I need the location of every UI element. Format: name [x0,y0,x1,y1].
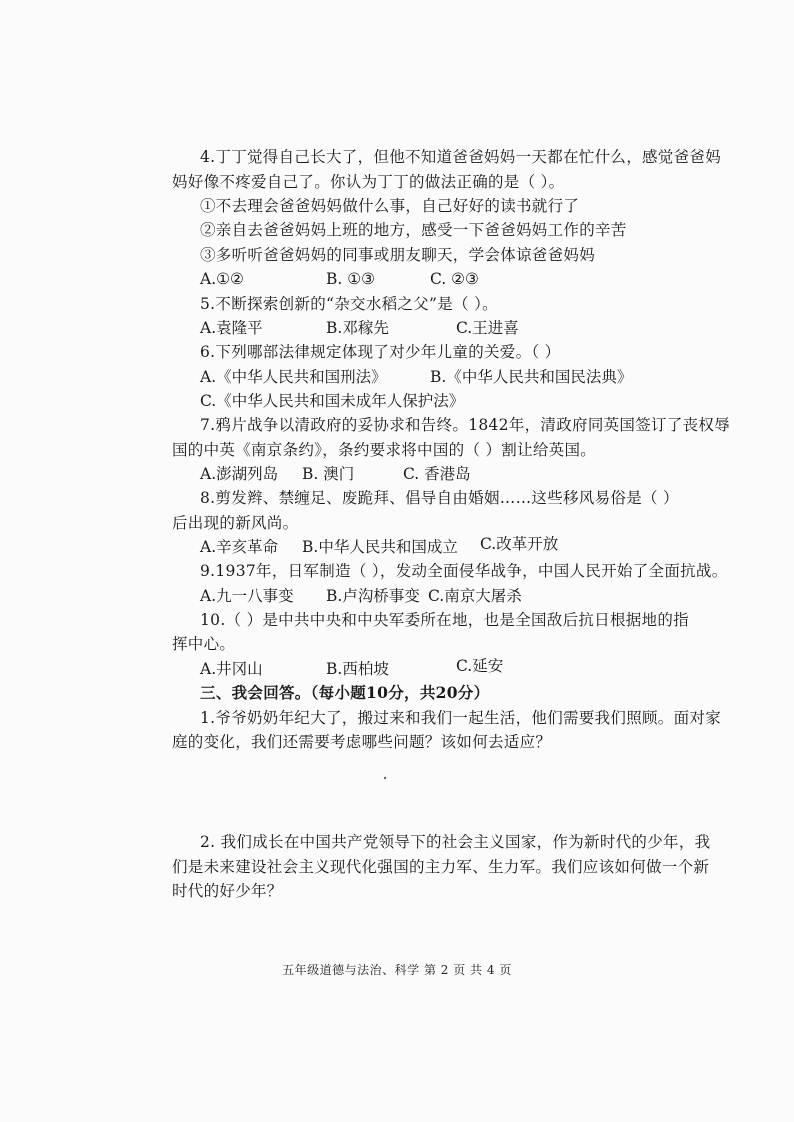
q9-stem: 9.1937年，日军制造（ ），发动全面侵华战争，中国人民开始了全面抗战。 [200,562,728,580]
section3-q1-line1: 1.爷爷奶奶年纪大了，搬过来和我们一起生活，他们需要我们照顾。面对家 [200,709,721,727]
q6-option-c: C.《中华人民共和国未成年人保护法》 [200,392,465,410]
q4-option-c: C. ②③ [430,270,479,288]
q5-option-a: A.袁隆平 [200,319,263,337]
q7-stem-line2: 国的中英《南京条约》，条约要求将中国的（ ）割让给英国。 [172,441,597,459]
q8-stem-line1: 8.剪发辫、禁缠足、废跪拜、倡导自由婚姻……这些移风易俗是（ ） [200,489,679,507]
q8-option-b: B.中华人民共和国成立 [302,538,458,556]
q7-option-a: A.澎湖列岛 [200,465,279,483]
q5-option-b: B.邓稼先 [326,319,389,337]
q10-option-c: C.延安 [456,657,504,675]
q9-option-b: B.卢沟桥事变 [326,587,420,605]
q7-stem-line1: 7.鸦片战争以清政府的妥协求和告终。1842年，清政府同英国签订了丧权辱 [200,416,731,434]
scan-speck [384,777,386,779]
q6-option-b: B.《中华人民共和国民法典》 [430,368,633,386]
q4-stem-line1: 4.丁丁觉得自己长大了，但他不知道爸爸妈妈一天都在忙什么，感觉爸爸妈 [200,148,721,166]
q8-stem-line2: 后出现的新风尚。 [172,514,299,532]
q8-option-a: A.辛亥革命 [200,538,279,556]
q6-option-a: A.《中华人民共和国刑法》 [200,368,387,386]
q10-option-a: A.井冈山 [200,660,263,678]
section3-q2-line2: 们是未来建设社会主义现代化强国的主力军、生力军。我们应该如何做一个新 [172,858,710,876]
q10-option-b: B.西柏坡 [326,660,389,678]
q4-option-b: B. ①③ [326,270,376,288]
q7-option-b: B. 澳门 [302,465,355,483]
q9-option-c: C.南京大屠杀 [428,587,522,605]
section3-q1-line2: 庭的变化，我们还需要考虑哪些问题？该如何去适应？ [172,733,552,751]
q4-item-1: ①不去理会爸爸妈妈做什么事，自己好好的读书就行了 [200,197,580,215]
q10-stem-line1: 10.（ ）是中共中央和中央军委所在地，也是全国敌后抗日根据地的指 [200,611,689,629]
q9-option-a: A.九一八事变 [200,587,294,605]
page-footer: 五年级道德与法治、科学 第 2 页 共 4 页 [282,963,512,977]
q4-stem-line2: 妈好像不疼爱自己了。你认为丁丁的做法正确的是（ ）。 [172,173,565,191]
section3-title: 三、我会回答。（每小题10分，共20分） [200,683,490,702]
section3-q2-line3: 时代的好少年？ [172,882,283,900]
q4-option-a: A.①② [200,270,244,288]
q4-item-2: ②亲自去爸爸妈妈上班的地方，感受一下爸爸妈妈工作的辛苦 [200,221,627,239]
q6-stem: 6.下列哪部法律规定体现了对少年儿童的关爱。（ ） [200,343,561,361]
q8-option-c: C.改革开放 [480,535,559,553]
q4-item-3: ③多听听爸爸妈妈的同事或朋友聊天，学会体谅爸爸妈妈 [200,246,596,264]
q10-stem-line2: 挥中心。 [172,635,236,653]
q7-option-c: C. 香港岛 [403,465,471,483]
q5-stem: 5.不断探索创新的“杂交水稻之父”是（ ）。 [200,295,498,313]
section3-q2-line1: 2. 我们成长在中国共产党领导下的社会主义国家，作为新时代的少年，我 [200,833,711,851]
q5-option-c: C.王进喜 [456,319,519,337]
